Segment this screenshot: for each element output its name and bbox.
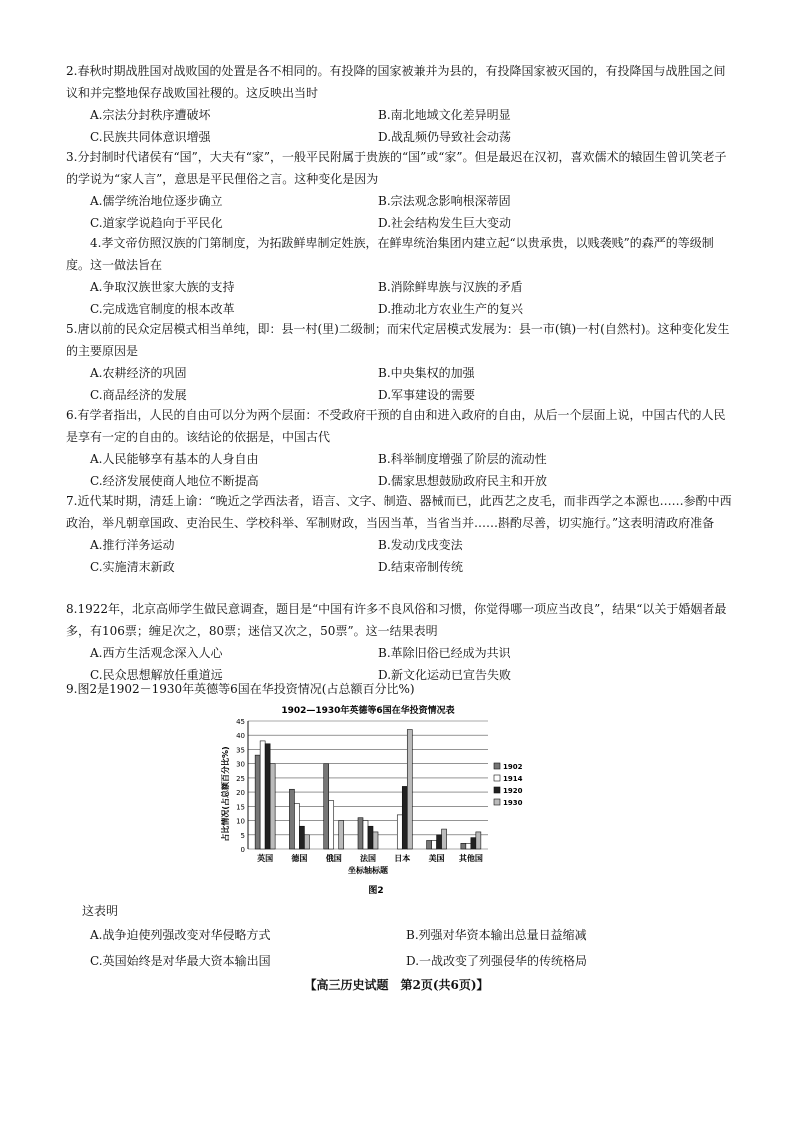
options-row <box>66 298 736 320</box>
legend-label: 1914 <box>503 775 523 783</box>
legend-label: 1930 <box>503 799 523 807</box>
bar <box>461 843 466 849</box>
x-tick-label: 美国 <box>428 854 445 863</box>
option-b[interactable]: B.宗法观念影响根深蒂固 <box>378 194 511 208</box>
option-b[interactable]: B.南北地域文化差异明显 <box>378 108 511 122</box>
options-row <box>66 556 736 578</box>
legend-label: 1920 <box>503 787 523 795</box>
y-tick-label: 30 <box>236 760 245 769</box>
y-tick-label: 20 <box>236 789 245 798</box>
options-row <box>66 104 736 126</box>
bar <box>339 821 344 849</box>
question-9 <box>66 678 736 700</box>
bar <box>294 803 299 849</box>
option-c[interactable]: C.民众思想解放任重道远 <box>90 668 223 682</box>
option-d[interactable]: D.新文化运动已宣告失败 <box>378 668 512 682</box>
option-a[interactable]: A.战争迫使列强改变对华侵略方式 <box>90 928 271 942</box>
options-row <box>66 362 736 384</box>
option-c[interactable]: C.英国始终是对华最大资本输出国 <box>90 954 271 968</box>
bar <box>397 815 402 849</box>
options-row <box>66 384 736 406</box>
question-7 <box>66 490 736 578</box>
question-stem: 2.春秋时期战胜国对战败国的处置是各不相同的。有投降的国家被兼并为县的，有投降国家被灭国的，有投降国与战胜国之间议和并完整地保存战败国社稷的。这反映出当时 <box>66 64 726 100</box>
option-b[interactable]: B.列强对华资本输出总量日益缩减 <box>406 928 587 942</box>
option-a[interactable]: A.宗法分封秩序遭破坏 <box>90 108 211 122</box>
options-row <box>66 212 736 234</box>
bar <box>289 789 294 849</box>
option-d[interactable]: D.社会结构发生巨大变动 <box>378 216 512 230</box>
bar <box>265 744 270 849</box>
bar-chart-svg <box>218 699 536 899</box>
option-c[interactable]: C.民族共同体意识增强 <box>90 130 211 144</box>
bar <box>442 829 447 849</box>
option-b[interactable]: B.发动戊戌变法 <box>378 538 463 552</box>
bar <box>373 832 378 849</box>
question-stem: 3.分封制时代诸侯有“国”，大夫有“家”，一般平民附属于贵族的“国”或“家”。但是最迟在汉初，喜欢儒术的辕固生曾讥笑老子的学说为“家人言”，意思是平民俚俗之言。这种变化是因为 <box>66 150 727 186</box>
x-tick-label: 法国 <box>360 854 376 863</box>
bar <box>471 838 476 849</box>
option-c[interactable]: C.商品经济的发展 <box>90 388 187 402</box>
option-c[interactable]: C.道家学说趋向于平民化 <box>90 216 223 230</box>
y-tick-label: 10 <box>236 817 245 826</box>
option-d[interactable]: D.一战改变了列强侵华的传统格局 <box>406 954 588 968</box>
y-axis-label: 占比情况(占总额百分比%) <box>221 746 230 842</box>
y-tick-label: 45 <box>236 718 245 726</box>
legend-label: 1902 <box>503 763 523 771</box>
y-tick-label: 0 <box>240 846 245 854</box>
bar <box>407 730 412 849</box>
bar <box>437 835 442 849</box>
question-stem: 6.有学者指出，人民的自由可以分为两个层面：不受政府干预的自由和进入政府的自由，从后一个层面上说，中国古代的人民是享有一定的自由的。该结论的依据是，中国古代 <box>66 408 726 444</box>
option-a[interactable]: A.争取汉族世家大族的支持 <box>90 280 235 294</box>
bar <box>402 786 407 849</box>
y-tick-label: 5 <box>240 831 245 840</box>
question-4 <box>66 232 736 320</box>
option-a[interactable]: A.推行洋务运动 <box>90 538 175 552</box>
option-b[interactable]: B.消除鲜卑族与汉族的矛盾 <box>378 280 523 294</box>
x-tick-label: 日本 <box>394 854 411 863</box>
question-stem: 4.孝文帝仿照汉族的门第制度，为拓跋鲜卑制定姓族，在鲜卑统治集团内建立起“以贵承贵，以贱袭贱”的森严的等级制度。这一做法旨在 <box>66 236 714 272</box>
question-5 <box>66 318 736 406</box>
option-c[interactable]: C.经济发展使商人地位不断提高 <box>90 474 259 488</box>
question-stem: 5.唐以前的民众定居模式相当单纯，即：县一村(里)二级制；而宋代定居模式发展为：县一市(镇)一村(自然村)。这种变化发生的主要原因是 <box>66 322 730 358</box>
option-b[interactable]: B.中央集权的加强 <box>378 366 475 380</box>
x-tick-label: 其他国 <box>458 854 483 863</box>
option-c[interactable]: C.完成选官制度的根本改革 <box>90 302 235 316</box>
page-footer: 【高三历史试题 第2页(共6页)】 <box>304 978 489 992</box>
bar <box>304 835 309 849</box>
bar-layer <box>255 730 481 849</box>
legend-swatch <box>494 763 500 769</box>
y-tick-label: 25 <box>236 774 245 783</box>
chart-title: 1902—1930年英德等6国在华投资情况表 <box>281 706 455 716</box>
option-b[interactable]: B.革除旧俗已经成为共识 <box>378 646 511 660</box>
options-row <box>66 276 736 298</box>
bar <box>432 840 437 849</box>
x-tick-label: 俄国 <box>325 854 342 863</box>
options-row <box>66 534 736 556</box>
option-c[interactable]: C.实施清末新政 <box>90 560 175 574</box>
bar <box>329 801 334 849</box>
option-a[interactable]: A.儒学统治地位逐步确立 <box>90 194 223 208</box>
question-9-prompt: 这表明 <box>82 904 119 918</box>
options-row <box>66 642 736 664</box>
option-a[interactable]: A.西方生活观念深入人心 <box>90 646 223 660</box>
option-d[interactable]: D.军事建设的需要 <box>378 388 476 402</box>
investment-chart <box>218 699 536 899</box>
legend-swatch <box>494 787 500 793</box>
question-stem: 8.1922年，北京高师学生做民意调查，题目是“中国有许多不良风俗和习惯，你觉得哪一项应当改良”，结果“以关于婚姻者最多，有106票；缠足次之，80票；迷信又次之，50票”。这一结果表明 <box>66 602 727 638</box>
x-tick-label: 英国 <box>257 854 274 863</box>
y-tick-label: 15 <box>236 803 245 812</box>
x-tick-layer <box>257 853 483 863</box>
x-tick-label: 德国 <box>291 854 308 863</box>
question-3 <box>66 146 736 234</box>
figure-caption: 图2 <box>368 886 384 896</box>
bar <box>358 818 363 849</box>
question-8 <box>66 598 736 686</box>
bar <box>260 741 265 849</box>
bar <box>255 755 260 849</box>
bar <box>427 840 432 849</box>
bar <box>324 764 329 849</box>
option-a[interactable]: A.农耕经济的巩固 <box>90 366 187 380</box>
y-tick-label: 40 <box>236 732 245 741</box>
y-tick-layer <box>236 718 245 854</box>
options-row <box>66 126 736 148</box>
option-d[interactable]: D.战乱频仍导致社会动荡 <box>378 130 512 144</box>
legend-swatch <box>494 799 500 805</box>
question-stem: 7.近代某时期，清廷上谕：“晚近之学西法者，语言、文字、制造、器械而已，此西艺之皮毛，而非西学之本源也……参酌中西政治，举凡朝章国政、吏治民生、学校科举、军制财政，当因当革，当省当并……斟酌尽善，切实施行。”这表明清政府准备 <box>66 494 732 530</box>
option-d[interactable]: D.结束帝制传统 <box>378 560 464 574</box>
option-a[interactable]: A.人民能够享有基本的人身自由 <box>90 452 259 466</box>
option-d[interactable]: D.推动北方农业生产的复兴 <box>378 302 524 316</box>
question-2 <box>66 60 736 148</box>
options-row <box>66 924 736 950</box>
bar <box>270 764 275 849</box>
bar <box>363 821 368 849</box>
legend <box>494 763 523 807</box>
bar <box>476 832 481 849</box>
question-6 <box>66 404 736 492</box>
y-tick-label: 35 <box>236 746 245 755</box>
bar <box>466 843 471 849</box>
options-row <box>66 190 736 212</box>
legend-swatch <box>494 775 500 781</box>
bar <box>299 826 304 849</box>
options-row <box>66 470 736 492</box>
question-9-options <box>66 924 736 972</box>
options-row <box>66 950 736 972</box>
x-axis-label: 坐标轴标题 <box>348 866 388 875</box>
bar <box>368 826 373 849</box>
option-d[interactable]: D.儒家思想鼓励政府民主和开放 <box>378 474 548 488</box>
options-row <box>66 448 736 470</box>
question-stem: 9.图2是1902－1930年英德等6国在华投资情况(占总额百分比%) <box>66 682 415 696</box>
option-b[interactable]: B.科举制度增强了阶层的流动性 <box>378 452 547 466</box>
